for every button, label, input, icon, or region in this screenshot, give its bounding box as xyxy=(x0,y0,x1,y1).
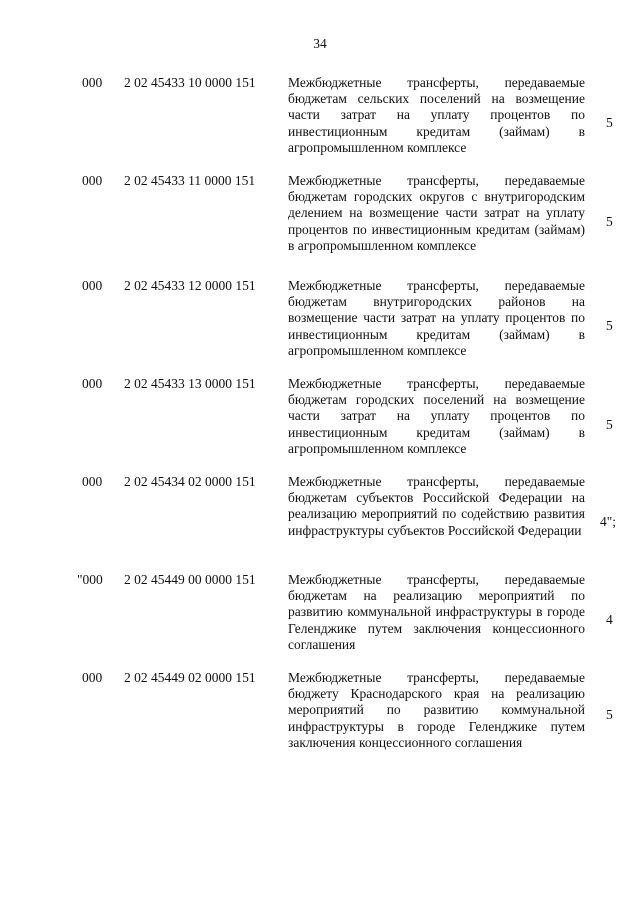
row-value: 5 xyxy=(606,214,613,229)
row-description: Межбюджетные трансферты, передаваемые бюджету Краснодарского края на реализацию мероприятий по развитию коммунальной инфраструктуры в городе Геленджике путем заключения концессионного соглашения xyxy=(288,670,585,750)
budget-classification-code: 2 02 45449 00 0000 151 xyxy=(124,572,256,587)
admin-code: 000 xyxy=(82,75,103,90)
row-value: 4"; xyxy=(600,514,617,529)
admin-code: 000 xyxy=(82,278,103,293)
row-description: Межбюджетные трансферты, передаваемые бюджетам городских округов с внутригородским делением на возмещение части затрат на уплату процентов по инвестиционным кредитам (займам) в агропромышленном комплексе xyxy=(288,173,585,253)
admin-code: 000 xyxy=(82,173,103,188)
row-value: 5 xyxy=(606,417,613,432)
budget-classification-code: 2 02 45433 13 0000 151 xyxy=(124,376,256,391)
row-description: Межбюджетные трансферты, передаваемые бюджетам внутригородских районов на возмещение части затрат на уплату процентов по инвестиционным кредитам (займам) в агропромышленном комплексе xyxy=(288,278,585,358)
budget-classification-code: 2 02 45449 02 0000 151 xyxy=(124,670,256,685)
row-description: Межбюджетные трансферты, передаваемые бюджетам сельских поселений на возмещение части затрат на уплату процентов по инвестиционным кредитам (займам) в агропромышленном комплексе xyxy=(288,75,585,155)
row-value: 4 xyxy=(606,612,613,627)
admin-code: 000 xyxy=(82,376,103,391)
admin-code: 000 xyxy=(82,474,103,489)
row-value: 5 xyxy=(606,318,613,333)
budget-classification-code: 2 02 45433 11 0000 151 xyxy=(124,173,256,188)
row-value: 5 xyxy=(606,115,613,130)
page-number: 34 xyxy=(313,36,327,51)
row-description: Межбюджетные трансферты, передаваемые бюджетам городских поселений на возмещение части затрат на уплату процентов по инвестиционным кредитам (займам) в агропромышленном комплексе xyxy=(288,376,585,456)
row-description: Межбюджетные трансферты, передаваемые бюджетам на реализацию мероприятий по развитию коммунальной инфраструктуры в городе Геленджике путем заключения концессионного соглашения xyxy=(288,572,585,652)
admin-code: "000 xyxy=(77,572,103,587)
admin-code: 000 xyxy=(82,670,103,685)
row-description: Межбюджетные трансферты, передаваемые бюджетам субъектов Российской Федерации на реализацию мероприятий по содействию развития инфраструктуры субъектов Российской Федерации xyxy=(288,474,585,538)
budget-classification-code: 2 02 45434 02 0000 151 xyxy=(124,474,256,489)
row-value: 5 xyxy=(606,707,613,722)
budget-classification-code: 2 02 45433 12 0000 151 xyxy=(124,278,256,293)
budget-classification-code: 2 02 45433 10 0000 151 xyxy=(124,75,256,90)
